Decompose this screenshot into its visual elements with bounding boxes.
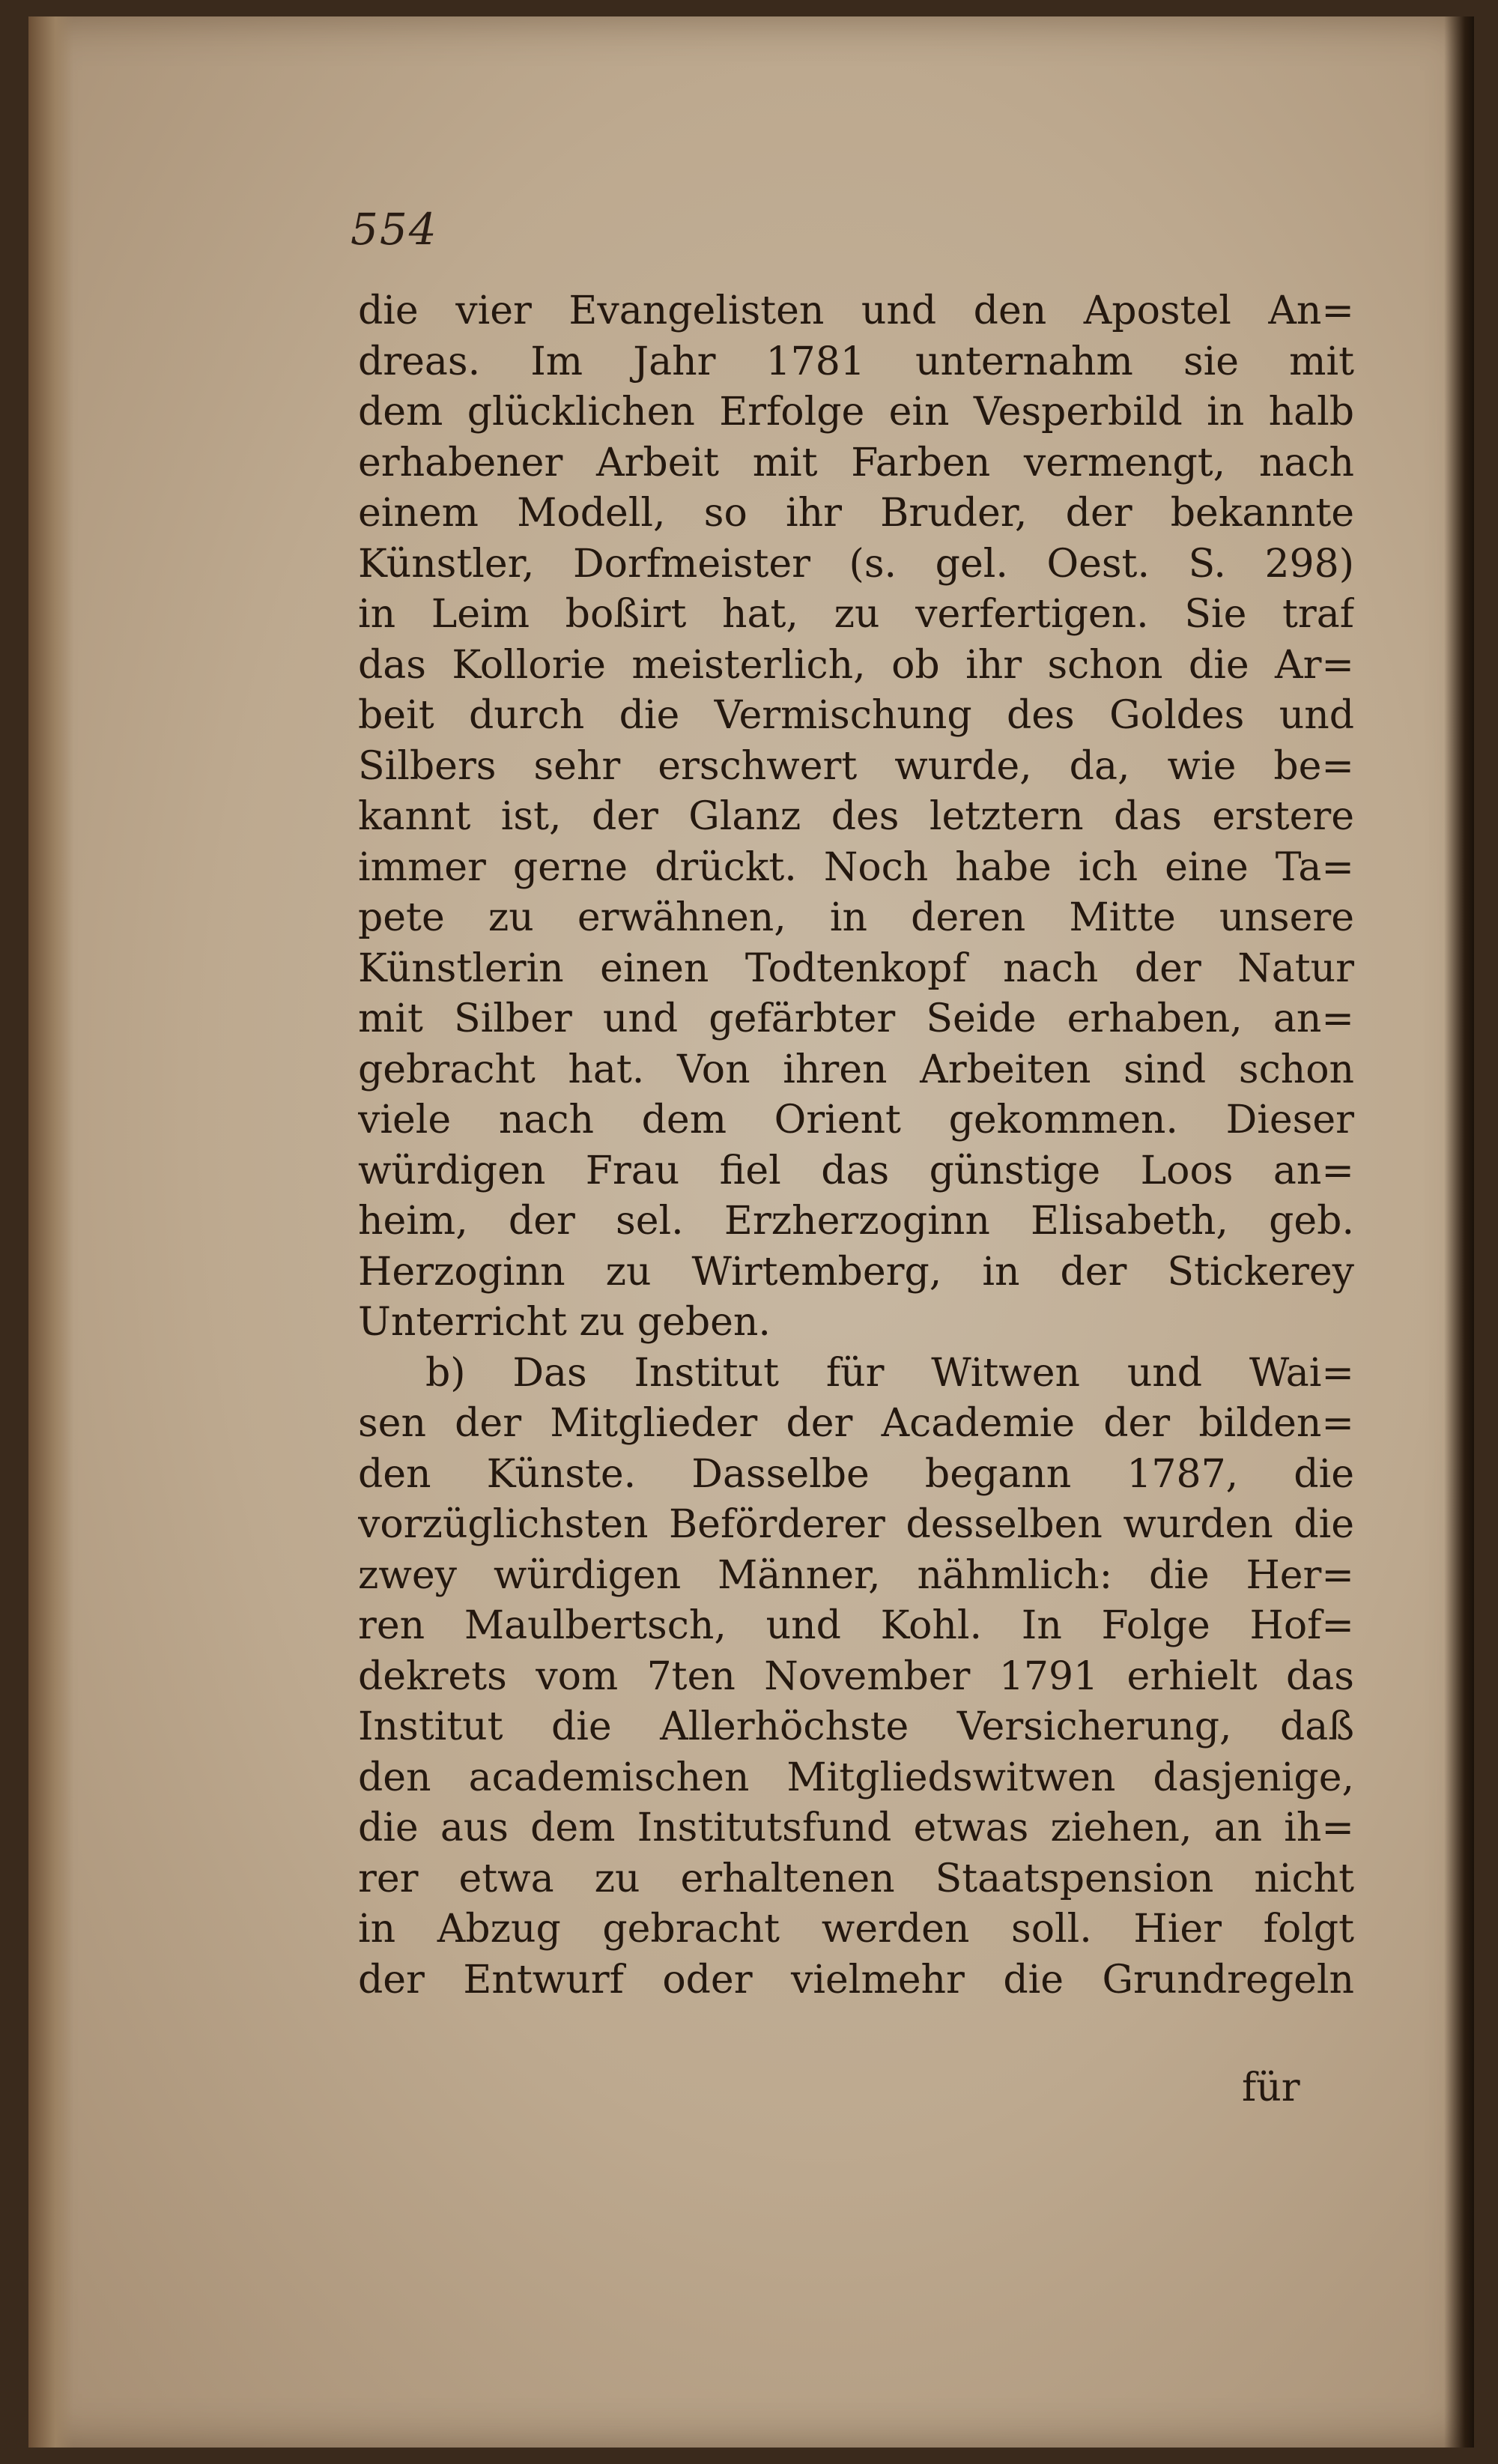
text-line: beit durch die Vermischung des Goldes und	[358, 693, 1354, 738]
text-line: würdigen Frau fiel das günstige Loos an=	[358, 1148, 1354, 1193]
text-line: dreas. Im Jahr 1781 unternahm sie mit	[358, 339, 1354, 384]
text-line: zwey würdigen Männer, nähmlich: die Her=	[358, 1552, 1354, 1598]
text-line: Herzoginn zu Wirtemberg, in der Stickerey	[358, 1249, 1354, 1295]
text-line: dekrets vom 7ten November 1791 erhielt das	[358, 1653, 1354, 1699]
text-line: der Entwurf oder vielmehr die Grundregeln	[358, 1957, 1354, 2003]
page-edge-shadow	[1444, 16, 1474, 2448]
text-line: heim, der sel. Erzherzoginn Elisabeth, geb.	[358, 1199, 1354, 1244]
text-line: die aus dem Institutsfund etwas ziehen, an ih=	[358, 1805, 1354, 1850]
text-line: gebracht hat. Von ihren Arbeiten sind schon	[358, 1047, 1354, 1092]
text-line: kannt ist, der Glanz des letztern das erstere	[358, 794, 1354, 839]
text-line: sen der Mitglieder der Academie der bilden=	[358, 1401, 1354, 1446]
text-line: Künstlerin einen Todtenkopf nach der Natur	[358, 945, 1354, 991]
body-text	[358, 286, 1354, 2006]
text-line: mit Silber und gefärbter Seide erhaben, an=	[358, 996, 1354, 1041]
text-line: Künstler, Dorfmeister (s. gel. Oest. S. 298)	[358, 541, 1354, 587]
text-line: vorzüglichsten Beförderer desselben wurden die	[358, 1502, 1354, 1547]
text-line: die vier Evangelisten und den Apostel An=	[358, 288, 1354, 333]
text-line: einem Modell, so ihr Bruder, der bekannte	[358, 491, 1354, 536]
text-line: viele nach dem Orient gekommen. Dieser	[358, 1098, 1354, 1142]
text-line: rer etwa zu erhaltenen Staatspension nicht	[358, 1856, 1354, 1901]
text-line: Silbers sehr erschwert wurde, da, wie be=	[358, 743, 1354, 789]
page-number: 554	[351, 204, 438, 255]
catchword: für	[1242, 2065, 1300, 2110]
text-line: dem glücklichen Erfolge ein Vesperbild in halb	[358, 390, 1354, 435]
text-line: den academischen Mitgliedswitwen dasjenige,	[358, 1755, 1354, 1800]
book-spine-shadow	[28, 16, 73, 2448]
text-line: das Kollorie meisterlich, ob ihr schon die Ar=	[358, 642, 1354, 688]
text-line: in Abzug gebracht werden soll. Hier folgt	[358, 1907, 1354, 1952]
text-line: ren Maulbertsch, und Kohl. In Folge Hof=	[358, 1603, 1354, 1648]
text-line: den Künste. Dasselbe begann 1787, die	[358, 1451, 1354, 1497]
text-line: erhabener Arbeit mit Farben vermengt, nach	[358, 440, 1354, 485]
text-line: Institut die Allerhöchste Versicherung, daß	[358, 1704, 1354, 1749]
text-line: pete zu erwähnen, in deren Mitte unsere	[358, 895, 1354, 940]
text-line: in Leim boßirt hat, zu verfertigen. Sie traf	[358, 592, 1354, 637]
paragraph-end-line: Unterricht zu geben.	[358, 1300, 771, 1345]
text-line: immer gerne drückt. Noch habe ich eine Ta=	[358, 844, 1354, 890]
section-heading-line: b) Das Institut für Witwen und Wai=	[425, 1350, 1354, 1396]
book-page	[28, 16, 1474, 2448]
